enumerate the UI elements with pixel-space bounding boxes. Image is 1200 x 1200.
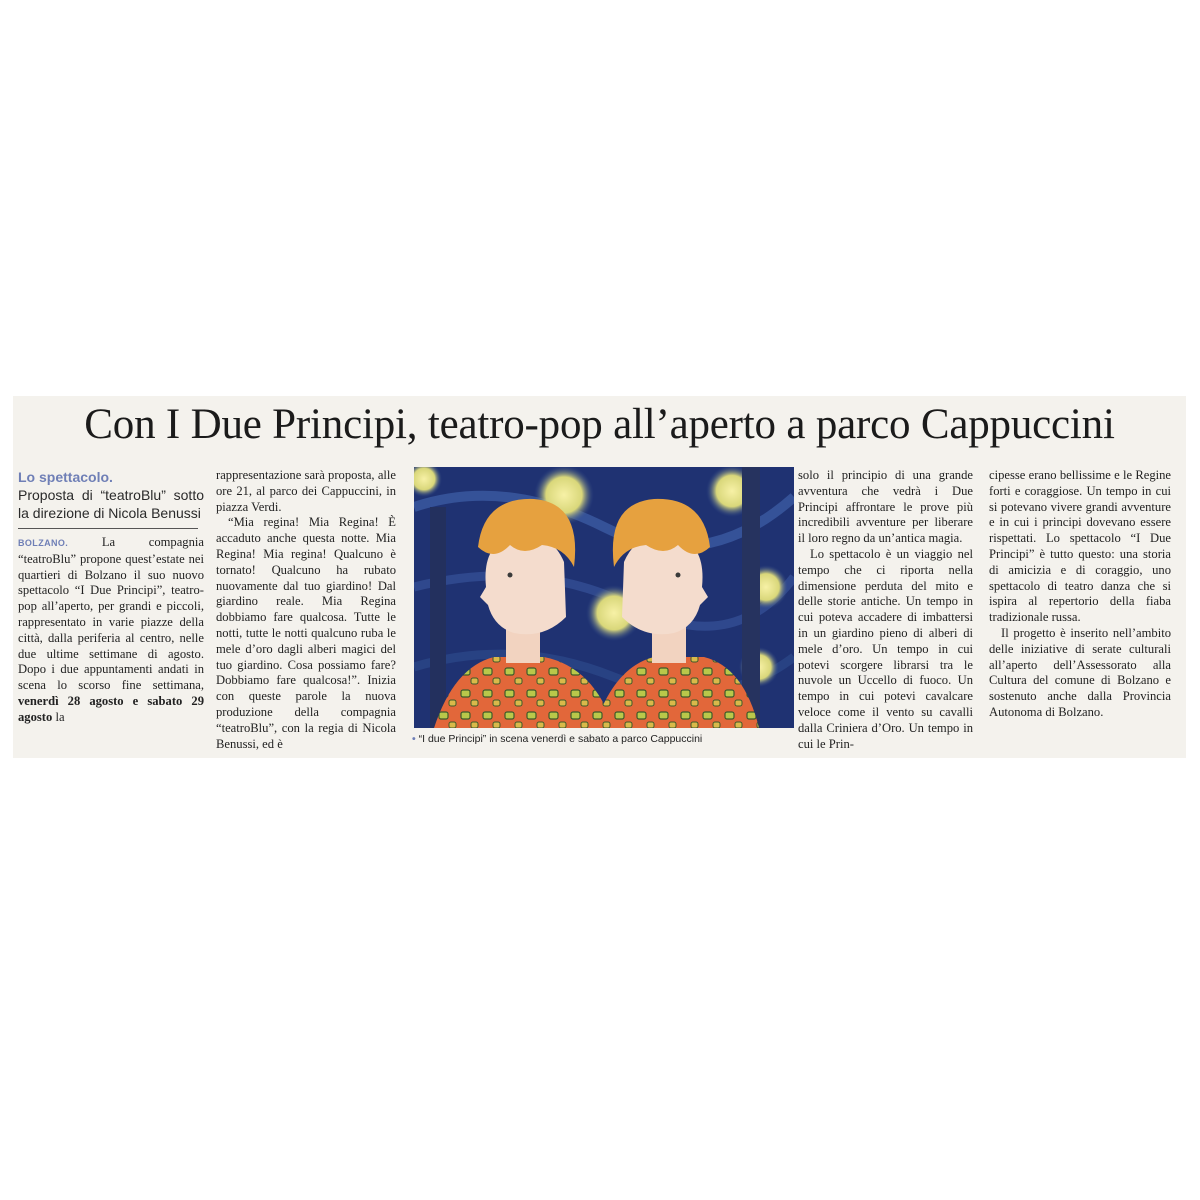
kicker: Lo spettacolo. <box>18 469 113 485</box>
col2-paragraph-2: “Mia regina! Mia Regina! È accaduto anche questa notte. Mia Regina! Mia regina! Qualcuno è tornato! Qualcuno ha rubato nuovamente dal tuo giardino! Dal giardino reale. Mia Regina dobbiamo fare qualcosa. Tutte le notti, tutte le notti qualcuno ruba le mele d’oro dagli alberi magici del tuo giardino. Cosa possiamo fare? Dobbiamo fare qualcosa!”. Inizia con queste parole la nuova produzione della compagnia “teatroBlu”, con la regia di Nicola Benussi, ed è <box>216 515 396 751</box>
column-1 <box>18 468 204 726</box>
col2-paragraph-1: rappresentazione sarà proposta, alle ore 21, al parco dei Cappuccini, in piazza Verdi. <box>216 468 396 514</box>
dateline: BOLZANO. <box>18 538 69 548</box>
lead-tail: la <box>52 709 65 724</box>
headline: Con I Due Principi, teatro-pop all’aperto a parco Cappuccini <box>84 401 1115 448</box>
col3-paragraph-1: solo il principio di una grande avventura che vedrà i Due Principi affrontare le prove più incredibili avventure per liberare il loro regno da un’antica magia. <box>798 468 973 546</box>
newspaper-clipping <box>13 396 1186 758</box>
lead-text: La compagnia “teatroBlu” propone quest’estate nei quartieri di Bolzano il suo nuovo spettacolo “I Due Principi”, teatro-pop all’aperto, per grandi e piccoli, rappresentato in varie piazze della città, dalla periferia al centro, nelle due ultime settimane di agosto. Dopo i due appuntamenti andati in scena lo scorso fine settimana, <box>18 535 204 693</box>
illustration-two-princes <box>414 467 794 728</box>
column-3 <box>798 468 973 752</box>
col4-paragraph-1: cipesse erano bellissime e le Regine forti e coraggiose. Un tempo in cui si potevano vivere grandi avventure e in cui i principi dovevano essere rispettati. Lo spettacolo “I Due Principi” è tutto questo: una storia di amicizia e di coraggio, uno spettacolo di teatro danza che si ispira al repertorio della fiaba tradizionale russa. <box>989 468 1171 625</box>
caption-bullet: • <box>412 733 416 745</box>
photo-caption <box>412 733 802 745</box>
caption-text: “I due Principi” in scena venerdì e sabato a parco Cappuccini <box>418 733 703 745</box>
lead-paragraph <box>18 535 204 726</box>
col4-paragraph-2: Il progetto è inserito nell’ambito delle iniziative di serate culturali all’aperto dell’Assessorato alla Cultura del comune di Bolzano e sostenuto anche dalla Provincia Autonoma di Bolzano. <box>989 625 1171 719</box>
illustration-svg <box>414 467 794 728</box>
standfirst: Proposta di “teatroBlu” sotto la direzione di Nicola Benussi <box>18 487 204 521</box>
column-4 <box>989 468 1171 721</box>
column-2 <box>216 468 396 752</box>
col3-paragraph-2: Lo spettacolo è un viaggio nel tempo che ci riporta nella dimensione perduta del mito e delle storie antiche. Un tempo in cui poteva accadere di imbattersi in un giardino pieno di alberi di mele d’oro. Un tempo in cui potevi scorgere librarsi tra le nuvole un Uccello di fuoco. Un tempo in cui potevi cavalcare veloce come il vento su cavalli dalla Criniera d’Oro. Un tempo in cui le Prin- <box>798 546 973 751</box>
standfirst-rule <box>18 528 198 529</box>
lead-dates: venerdì 28 agosto e sabato 29 agosto <box>18 693 204 724</box>
